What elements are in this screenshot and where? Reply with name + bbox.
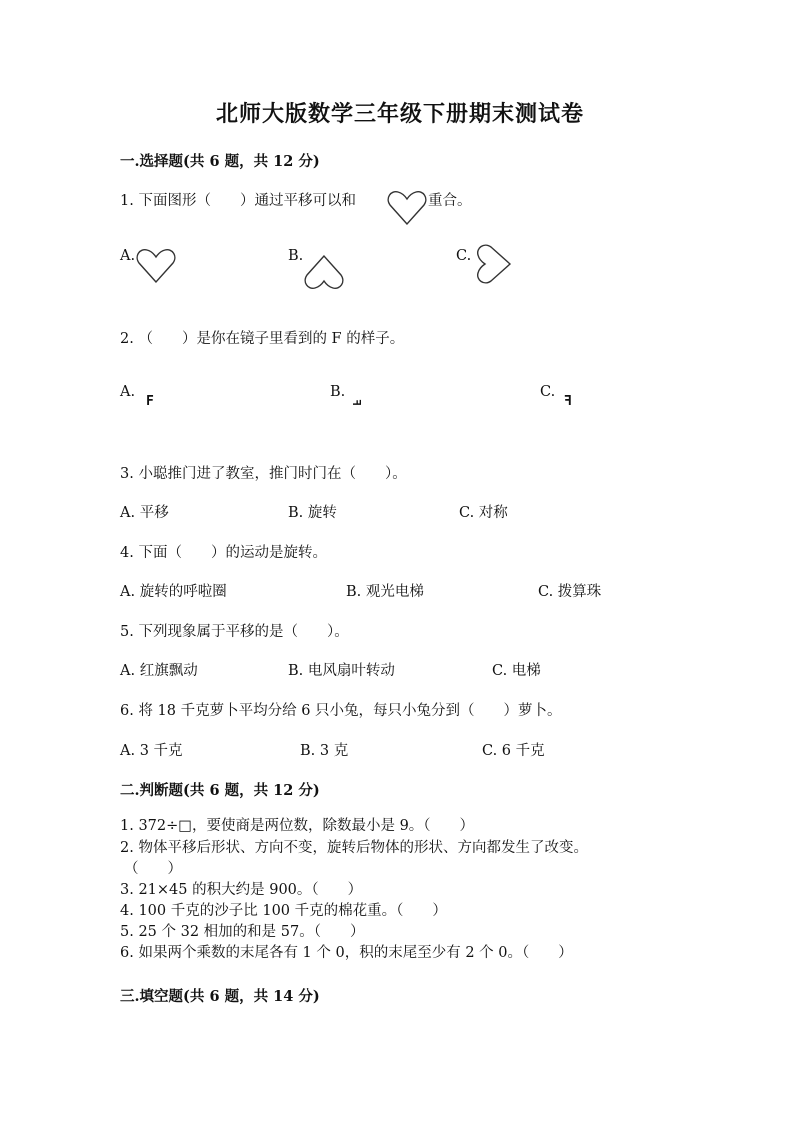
f-glyph-normal[interactable]: F bbox=[146, 394, 154, 409]
q5-option-b[interactable]: B. 电风扇叶转动 bbox=[288, 663, 395, 679]
section-heading-judge: 二.判断题(共 6 题，共 12 分) bbox=[120, 782, 320, 799]
q1-option-c-label[interactable]: C. bbox=[456, 248, 472, 264]
question-3-text: 3. 小聪推门进了教室，推门时门在（ ）。 bbox=[120, 466, 407, 482]
q3-option-a[interactable]: A. 平移 bbox=[120, 505, 169, 521]
q6-option-c[interactable]: C. 6 千克 bbox=[482, 743, 545, 759]
judge-item-5: 5. 25 个 32 相加的和是 57。（ ） bbox=[120, 924, 365, 940]
judge-item-6: 6. 如果两个乘数的末尾各有 1 个 0，积的末尾至少有 2 个 0。（ ） bbox=[120, 945, 573, 961]
judge-item-4: 4. 100 千克的沙子比 100 千克的棉花重。（ ） bbox=[120, 903, 447, 919]
heart-icon-rotated[interactable] bbox=[472, 244, 512, 284]
q3-option-b[interactable]: B. 旋转 bbox=[288, 505, 337, 521]
q3-option-c[interactable]: C. 对称 bbox=[459, 505, 508, 521]
q1-option-a-label[interactable]: A. bbox=[120, 248, 136, 264]
heart-icon-inverted[interactable] bbox=[304, 254, 344, 290]
q5-option-a[interactable]: A. 红旗飘动 bbox=[120, 663, 198, 679]
q1-option-b-label[interactable]: B. bbox=[288, 248, 304, 264]
question-6-text: 6. 将 18 千克萝卜平均分给 6 只小兔，每只小兔分到（ ）萝卜。 bbox=[120, 703, 562, 719]
question-1-text: 1. 下面图形（ ）通过平移可以和 bbox=[120, 193, 356, 209]
question-2-text-content: 2. （ ）是你在镜子里看到的 F 的样子。 bbox=[120, 331, 405, 347]
section-heading-fill: 三.填空题(共 6 题，共 14 分) bbox=[120, 988, 320, 1005]
q6-option-b[interactable]: B. 3 克 bbox=[300, 743, 349, 759]
question-5-text: 5. 下列现象属于平移的是（ ）。 bbox=[120, 624, 349, 640]
q4-option-a[interactable]: A. 旋转的呼啦圈 bbox=[120, 584, 227, 600]
question-4-text: 4. 下面（ ）的运动是旋转。 bbox=[120, 545, 327, 561]
page-title: 北师大版数学三年级下册期末测试卷 bbox=[215, 101, 584, 127]
f-glyph-mirrored[interactable]: F bbox=[564, 394, 572, 409]
q2-option-c-label[interactable]: C. bbox=[540, 384, 556, 400]
q4-option-b[interactable]: B. 观光电梯 bbox=[346, 584, 424, 600]
q4-option-c[interactable]: C. 拨算珠 bbox=[538, 584, 602, 600]
f-glyph-rotated[interactable]: F bbox=[349, 399, 363, 406]
reference-heart-icon bbox=[387, 190, 427, 226]
q2-option-b-label[interactable]: B. bbox=[330, 384, 346, 400]
q5-option-c[interactable]: C. 电梯 bbox=[492, 663, 541, 679]
judge-item-3: 3. 21×45 的积大约是 900。（ ） bbox=[120, 882, 363, 898]
q6-option-a[interactable]: A. 3 千克 bbox=[120, 743, 183, 759]
question-1-suffix: 重合。 bbox=[428, 193, 472, 209]
judge-item-2-bracket: （ ） bbox=[124, 861, 182, 877]
judge-item-1: 1. 372÷□，要使商是两位数，除数最小是 9。（ ） bbox=[120, 818, 475, 834]
q2-option-a-label[interactable]: A. bbox=[120, 384, 136, 400]
heart-icon-upright[interactable] bbox=[136, 248, 176, 284]
judge-item-2: 2. 物体平移后形状、方向不变，旋转后物体的形状、方向都发生了改变。 bbox=[120, 840, 588, 856]
section-heading-choice: 一.选择题(共 6 题，共 12 分) bbox=[120, 153, 320, 170]
